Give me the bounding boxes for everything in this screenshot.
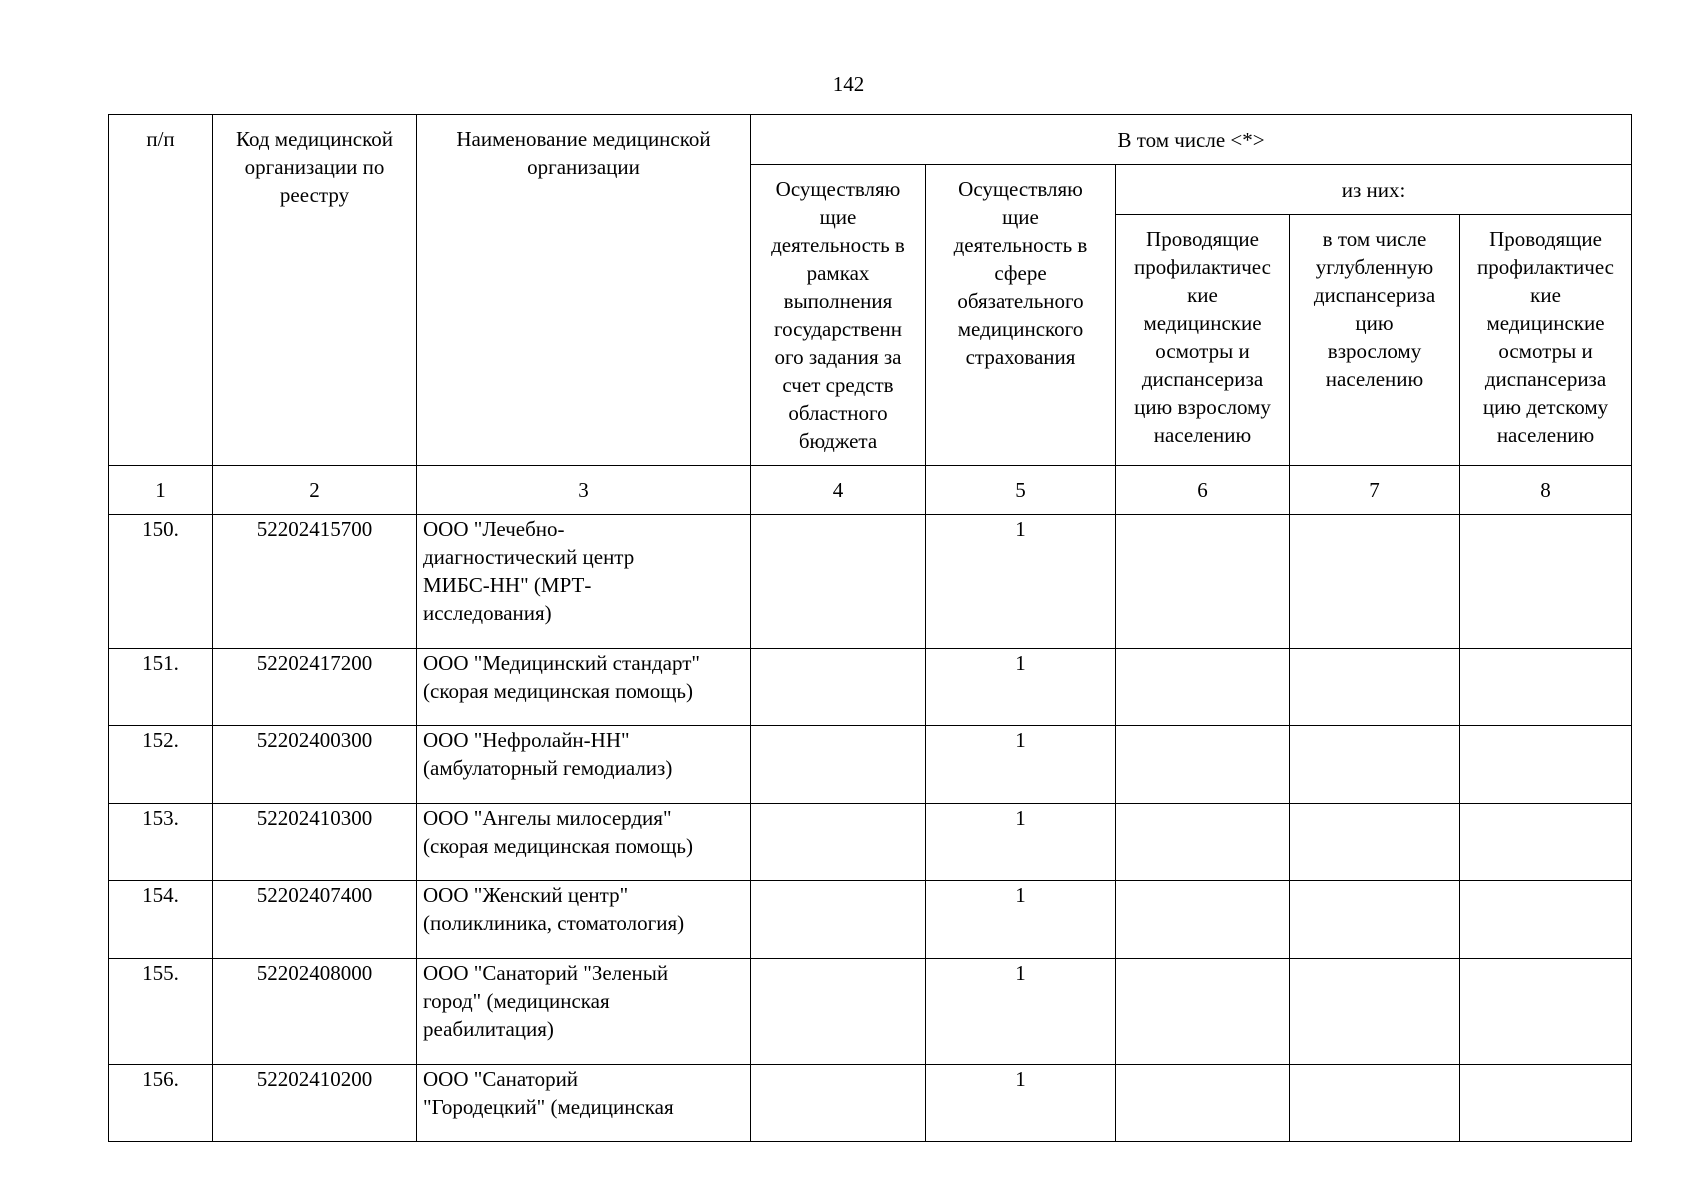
column-number: 6 <box>1116 466 1290 515</box>
org-name: ООО "Медицинский стандарт" (скорая медицинская помощь) <box>417 649 751 726</box>
table-row <box>109 649 1632 726</box>
org-name: ООО "Нефролайн-НН" (амбулаторный гемодиализ) <box>417 726 751 804</box>
cell-child-checkups <box>1460 804 1632 881</box>
cell-child-checkups <box>1460 959 1632 1065</box>
cell-oms: 1 <box>926 804 1116 881</box>
column-number: 3 <box>417 466 751 515</box>
row-number: 153. <box>109 804 213 881</box>
table-row <box>109 726 1632 804</box>
header-col-4: Осуществляю щие деятельность в рамках выполнения государственн ого задания за счет средств областного бюджета <box>751 165 926 466</box>
header-col-7: в том числе углубленную диспансериза цию взрослому населению <box>1290 215 1460 466</box>
header-col-1: п/п <box>109 115 213 466</box>
column-number-row <box>109 466 1632 515</box>
cell-oms: 1 <box>926 726 1116 804</box>
row-number: 155. <box>109 959 213 1065</box>
table-row <box>109 1065 1632 1142</box>
cell-state-budget <box>751 515 926 649</box>
table-row <box>109 881 1632 959</box>
column-number: 4 <box>751 466 926 515</box>
org-name: ООО "Лечебно- диагностический центр МИБС-НН" (МРТ- исследования) <box>417 515 751 649</box>
header-group: В том числе <*> <box>751 115 1632 165</box>
header-col-2: Код медицинской организации по реестру <box>213 115 417 466</box>
header-subgroup: из них: <box>1116 165 1632 215</box>
row-number: 151. <box>109 649 213 726</box>
header-col-5: Осуществляю щие деятельность в сфере обязательного медицинского страхования <box>926 165 1116 466</box>
cell-child-checkups <box>1460 515 1632 649</box>
table-row <box>109 959 1632 1065</box>
cell-adult-checkups <box>1116 1065 1290 1142</box>
cell-adult-checkups <box>1116 515 1290 649</box>
cell-child-checkups <box>1460 726 1632 804</box>
cell-adult-checkups <box>1116 804 1290 881</box>
cell-state-budget <box>751 726 926 804</box>
cell-adult-checkups <box>1116 959 1290 1065</box>
cell-in-depth <box>1290 1065 1460 1142</box>
column-number: 1 <box>109 466 213 515</box>
org-code: 52202407400 <box>213 881 417 959</box>
cell-state-budget <box>751 959 926 1065</box>
header-col-3: Наименование медицинской организации <box>417 115 751 466</box>
cell-child-checkups <box>1460 881 1632 959</box>
org-code: 52202410200 <box>213 1065 417 1142</box>
org-name: ООО "Женский центр" (поликлиника, стоматология) <box>417 881 751 959</box>
cell-adult-checkups <box>1116 726 1290 804</box>
cell-adult-checkups <box>1116 649 1290 726</box>
cell-oms: 1 <box>926 649 1116 726</box>
cell-child-checkups <box>1460 1065 1632 1142</box>
registry-table <box>108 114 1632 1142</box>
org-code: 52202400300 <box>213 726 417 804</box>
cell-oms: 1 <box>926 959 1116 1065</box>
row-number: 152. <box>109 726 213 804</box>
header-col-6: Проводящие профилактичес кие медицинские осмотры и диспансериза цию взрослому населению <box>1116 215 1290 466</box>
column-number: 8 <box>1460 466 1632 515</box>
column-number: 7 <box>1290 466 1460 515</box>
cell-in-depth <box>1290 959 1460 1065</box>
cell-in-depth <box>1290 515 1460 649</box>
cell-state-budget <box>751 881 926 959</box>
org-code: 52202408000 <box>213 959 417 1065</box>
page-number: 142 <box>832 72 865 96</box>
org-name: ООО "Ангелы милосердия" (скорая медицинская помощь) <box>417 804 751 881</box>
cell-in-depth <box>1290 804 1460 881</box>
cell-state-budget <box>751 804 926 881</box>
cell-oms: 1 <box>926 515 1116 649</box>
table-row <box>109 515 1632 649</box>
row-number: 150. <box>109 515 213 649</box>
org-code: 52202410300 <box>213 804 417 881</box>
row-number: 156. <box>109 1065 213 1142</box>
cell-state-budget <box>751 649 926 726</box>
org-name: ООО "Санаторий "Городецкий" (медицинская <box>417 1065 751 1142</box>
org-code: 52202415700 <box>213 515 417 649</box>
cell-oms: 1 <box>926 1065 1116 1142</box>
org-code: 52202417200 <box>213 649 417 726</box>
column-number: 5 <box>926 466 1116 515</box>
cell-in-depth <box>1290 881 1460 959</box>
cell-child-checkups <box>1460 649 1632 726</box>
table-row <box>109 804 1632 881</box>
header-col-8: Проводящие профилактичес кие медицинские осмотры и диспансериза цию детскому населению <box>1460 215 1632 466</box>
row-number: 154. <box>109 881 213 959</box>
cell-in-depth <box>1290 649 1460 726</box>
org-name: ООО "Санаторий "Зеленый город" (медицинская реабилитация) <box>417 959 751 1065</box>
header-row-1 <box>109 115 1632 165</box>
cell-in-depth <box>1290 726 1460 804</box>
cell-adult-checkups <box>1116 881 1290 959</box>
cell-oms: 1 <box>926 881 1116 959</box>
cell-state-budget <box>751 1065 926 1142</box>
column-number: 2 <box>213 466 417 515</box>
